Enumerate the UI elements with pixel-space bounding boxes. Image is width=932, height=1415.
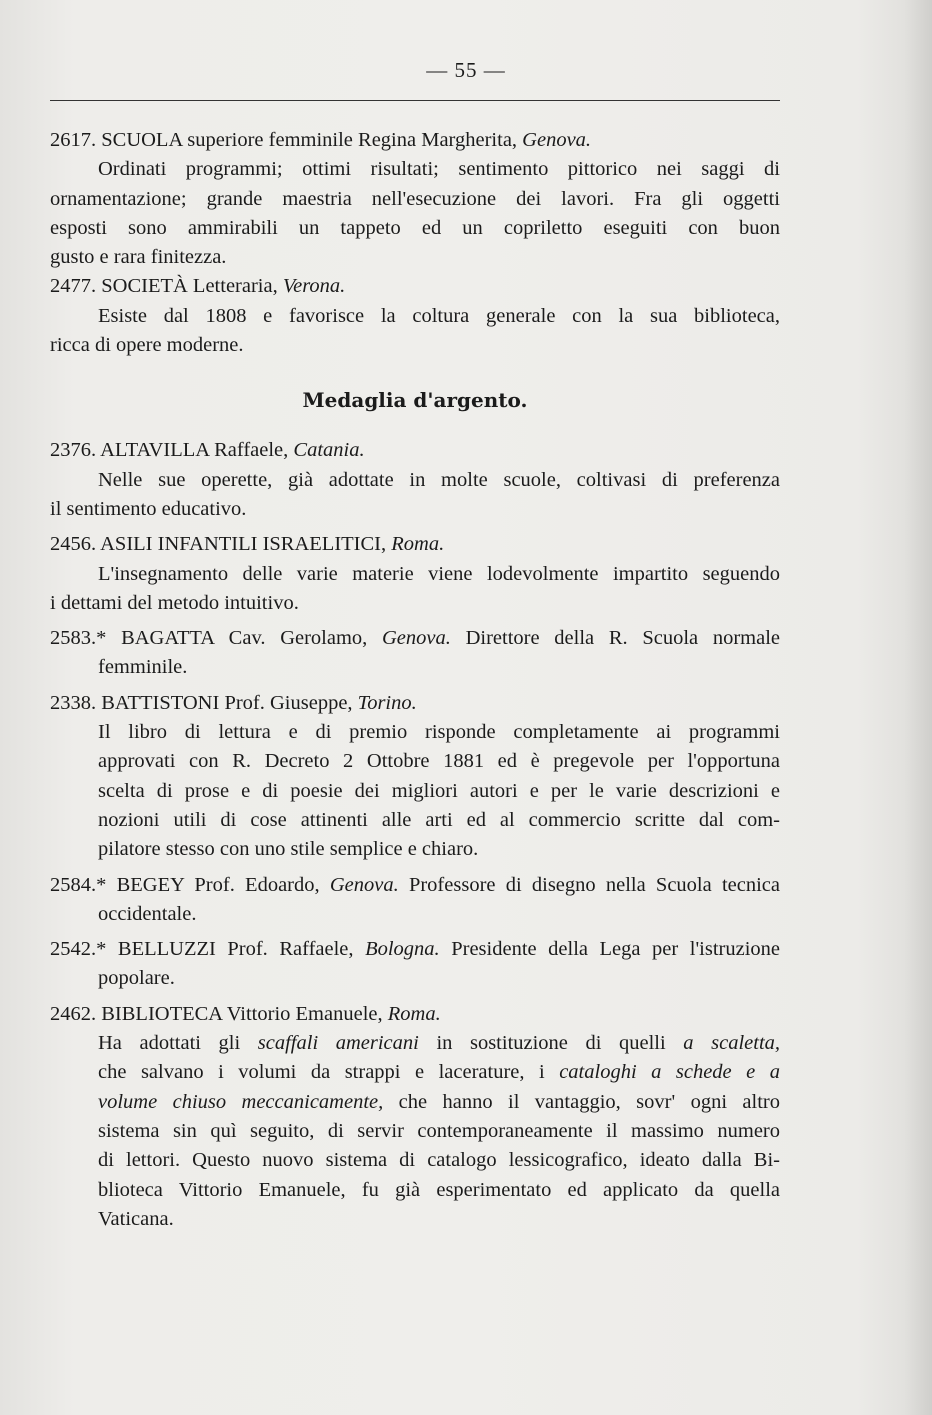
entry-text-line: pilatore stesso con uno stile semplice e chiaro.: [98, 838, 479, 861]
entry-2338: [50, 689, 780, 865]
entry-text-line: approvati con R. Decreto 2 Ottobre 1881 ed è pregevole per l'opportuna: [98, 750, 780, 773]
header-rule: [50, 100, 780, 101]
entry-heading: [50, 126, 780, 155]
entry-text-line: di lettori. Questo nuovo sistema di catalogo lessicografico, ideato dalla Bi-: [98, 1149, 780, 1172]
entry-name: BAGATTA Cav. Gerolamo,: [121, 627, 382, 650]
entry-text-line: Il libro di lettura e di premio risponde completamente ai programmi: [98, 721, 780, 744]
entry-number: 2542.*: [50, 938, 107, 961]
entry-name: BEGEY Prof. Edoardo,: [116, 873, 330, 896]
entry-name: SOCIETÀ Letteraria,: [101, 275, 283, 298]
entry-heading: [50, 530, 780, 559]
entry-text-line: nozioni utili di cose attinenti alle arti ed al commercio scritte dal com-: [98, 808, 780, 831]
entry-name: ASILI INFANTILI ISRAELITICI,: [100, 533, 392, 556]
entry-city: Catania.: [293, 439, 365, 462]
entry-text-line: volume chiuso meccanicamente, che hanno il vantaggio, sovr' ogni altro: [98, 1090, 780, 1113]
entry-text-line: esposti sono ammirabili un tappeto ed un copriletto eseguiti con buon: [50, 216, 780, 239]
entry-text-line: Nelle sue operette, già adottate in molte scuole, coltivasi di preferenza: [98, 468, 780, 491]
entry-city: Bologna.: [365, 938, 440, 961]
entry-name: BATTISTONI Prof. Giuseppe,: [101, 691, 358, 714]
entry-text-line: il sentimento educativo.: [50, 497, 247, 520]
page-number: — 55 —: [426, 58, 506, 82]
entry-2584: [50, 871, 780, 930]
entry-number: 2477.: [50, 275, 97, 298]
entry-2583: [50, 624, 780, 683]
entry-number: 2376.: [50, 439, 97, 462]
entry-city: Genova.: [522, 129, 592, 151]
entry-number: 2456.: [50, 533, 97, 556]
entry-2542: [50, 935, 780, 994]
entry-text-line: ricca di opere moderne.: [50, 334, 244, 357]
entry-text-line: sistema sin quì seguito, di servir contemporaneamente il massimo numero: [98, 1119, 780, 1142]
entry-city: Torino.: [357, 691, 417, 714]
entry-2477: [50, 272, 780, 360]
entry-2456: [50, 530, 780, 618]
page-body: [50, 126, 780, 1234]
entry-text-line: Ha adottati gli scaffali americani in sostituzione di quelli a scaletta,: [98, 1032, 781, 1055]
entry-heading: [50, 1000, 780, 1029]
entry-text-line: gusto e rara finitezza.: [50, 246, 227, 269]
entry-number: 2584.*: [50, 873, 107, 896]
entry-city: Genova.: [329, 873, 399, 896]
section-heading: Medaglia d'argento.: [302, 388, 528, 413]
entry-name: SCUOLA superiore femminile Regina Margherita,: [101, 129, 523, 151]
entry-text-line: i dettami del metodo intuitivo.: [50, 591, 299, 614]
entry-number: 2583.*: [50, 627, 107, 650]
entry-number: 2462.: [50, 1002, 97, 1025]
entry-text-line: Esiste dal 1808 e favorisce la coltura generale con la sua biblioteca,: [98, 304, 780, 327]
entry-description: Professore di disegno nella Scuola tecnica: [398, 873, 780, 896]
entry-city: Roma.: [387, 1002, 441, 1025]
entry-heading: [50, 871, 780, 900]
entry-2462: [50, 1000, 780, 1234]
entry-text-line: scelta di prose e di poesie dei migliori autori e per le varie descrizioni e: [98, 779, 780, 802]
entry-heading: [50, 624, 780, 653]
entry-heading: [50, 935, 780, 964]
entry-text-line: L'insegnamento delle varie materie viene lodevolmente impartito seguendo: [98, 562, 780, 585]
entry-number: 2617.: [50, 129, 97, 151]
entry-city: Verona.: [282, 275, 346, 298]
entry-text-line: occidentale.: [98, 902, 197, 925]
entry-text-line: Ordinati programmi; ottimi risultati; sentimento pittorico nei saggi di: [98, 158, 780, 181]
entry-number: 2338.: [50, 691, 97, 714]
entry-heading: [50, 436, 780, 465]
entry-heading: [50, 689, 780, 718]
entry-text-line: popolare.: [98, 967, 175, 990]
entry-2376: [50, 436, 780, 524]
entry-name: BELLUZZI Prof. Raffaele,: [117, 938, 366, 961]
entry-city: Genova.: [382, 627, 451, 650]
entry-text-line: blioteca Vittorio Emanuele, fu già esperimentato ed applicato da quella: [98, 1178, 780, 1201]
entry-description: Direttore della R. Scuola normale: [450, 627, 780, 650]
entry-text-line: che salvano i volumi da strappi e lacerature, i cataloghi a schede e a: [98, 1061, 781, 1084]
entry-name: BIBLIOTECA Vittorio Emanuele,: [101, 1002, 388, 1025]
entry-heading: [50, 272, 780, 301]
entry-text-line: ornamentazione; grande maestria nell'esecuzione dei lavori. Fra gli oggetti: [50, 187, 780, 210]
entry-text-line: Vaticana.: [98, 1207, 174, 1230]
entry-2617: [50, 126, 780, 272]
entry-name: ALTAVILLA Raffaele,: [100, 439, 294, 462]
entry-description: Presidente della Lega per l'istruzione: [439, 938, 780, 961]
entry-text-line: femminile.: [98, 656, 188, 679]
entry-city: Roma.: [391, 533, 445, 556]
